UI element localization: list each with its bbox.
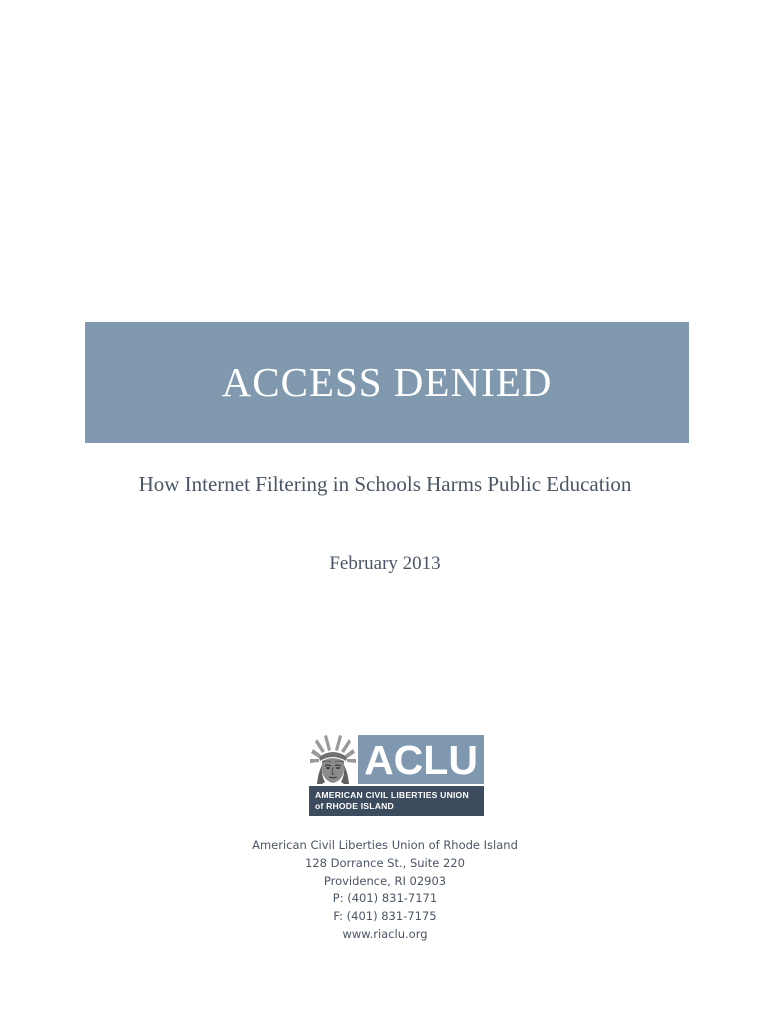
report-date: February 2013 bbox=[329, 553, 441, 574]
contact-block bbox=[0, 837, 770, 944]
aclu-logo bbox=[309, 735, 484, 816]
street-address: 128 Dorrance St., Suite 220 bbox=[305, 855, 465, 870]
fax-number: F: (401) 831-7175 bbox=[333, 909, 437, 924]
phone-number: P: (401) 831-7171 bbox=[332, 891, 438, 906]
aclu-wordmark-box bbox=[358, 735, 484, 784]
report-title: ACCESS DENIED bbox=[221, 358, 553, 405]
city-state-zip: Providence, RI 02903 bbox=[323, 873, 447, 888]
statue-of-liberty-icon bbox=[309, 735, 357, 784]
logo-organization-band bbox=[309, 786, 484, 816]
website-link[interactable]: www.riaclu.org bbox=[342, 926, 428, 941]
aclu-wordmark: ACLU bbox=[364, 737, 478, 783]
title-banner bbox=[85, 322, 689, 443]
organization-name: American Civil Liberties Union of Rhode Island bbox=[252, 838, 518, 852]
logo-org-name-line-2: of RHODE ISLAND bbox=[315, 801, 394, 811]
logo-org-name-line-1: AMERICAN CIVIL LIBERTIES UNION bbox=[315, 790, 469, 800]
report-subtitle: How Internet Filtering in Schools Harms Public Education bbox=[138, 472, 632, 496]
